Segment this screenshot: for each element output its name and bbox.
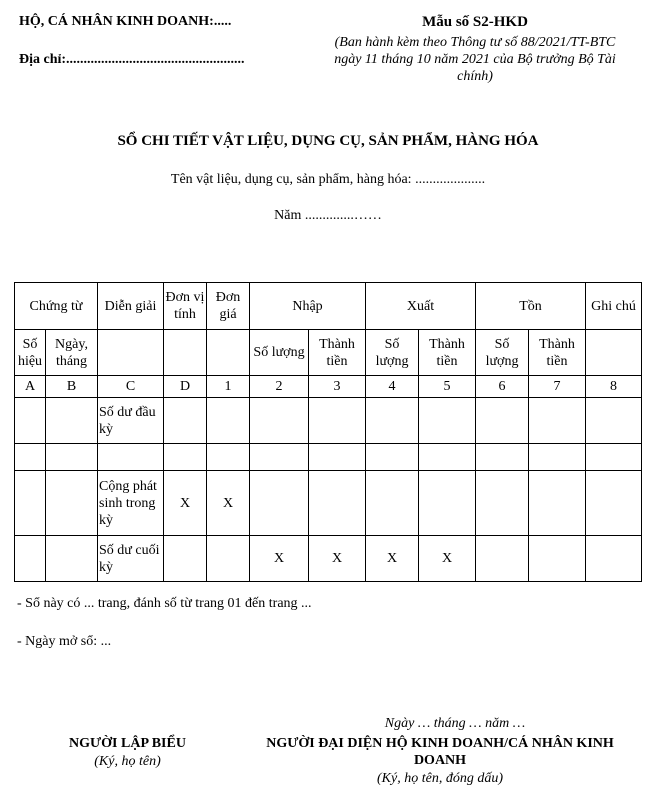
header-ton: Tồn xyxy=(476,283,586,330)
code-cell: 5 xyxy=(419,376,476,398)
code-cell: A xyxy=(15,376,46,398)
code-cell: B xyxy=(46,376,98,398)
header-row-2 xyxy=(15,330,642,376)
header-chung-tu: Chứng từ xyxy=(15,283,98,330)
page-title: SỔ CHI TIẾT VẬT LIỆU, DỤNG CỤ, SẢN PHẨM, HÀNG HÓA xyxy=(117,133,539,149)
code-cell: 3 xyxy=(309,376,366,398)
header-ghi-chu: Ghi chú xyxy=(586,283,642,330)
address-label: Địa chỉ:................................................... xyxy=(19,52,245,67)
representative-note: (Ký, họ tên, đóng dấu) xyxy=(377,771,503,786)
x-mark: X xyxy=(164,471,207,536)
x-mark: X xyxy=(366,536,419,582)
code-cell: C xyxy=(98,376,164,398)
period-total-label: Cộng phát sinh trong kỳ xyxy=(98,471,164,536)
business-name-label: HỘ, CÁ NHÂN KINH DOANH:..... xyxy=(19,14,232,29)
opening-balance-label: Số dư đầu kỳ xyxy=(98,398,164,444)
code-cell: 2 xyxy=(250,376,309,398)
form-code: Mẫu số S2-HKD xyxy=(422,14,528,30)
code-cell: 4 xyxy=(366,376,419,398)
item-name-line: Tên vật liệu, dụng cụ, sản phẩm, hàng hóa: .................... xyxy=(170,172,486,187)
header-ngay-thang: Ngày, tháng xyxy=(46,330,98,376)
code-cell: 8 xyxy=(586,376,642,398)
header-xuat: Xuất xyxy=(366,283,476,330)
column-code-row xyxy=(15,376,642,398)
row-period-total xyxy=(15,471,642,536)
header-row-1 xyxy=(15,283,642,330)
ledger-table xyxy=(14,282,642,582)
header-nhap: Nhập xyxy=(250,283,366,330)
representative-title-line-1: NGƯỜI ĐẠI DIỆN HỘ KINH DOANH/CÁ NHÂN KINH xyxy=(266,736,614,751)
representative-title-line-2: DOANH xyxy=(413,753,467,768)
x-mark: X xyxy=(250,536,309,582)
form-note-line-2: ngày 11 tháng 10 năm 2021 của Bộ trưởng Bộ Tài xyxy=(334,52,616,67)
row-closing-balance xyxy=(15,536,642,582)
row-opening-balance xyxy=(15,398,642,444)
x-mark: X xyxy=(207,471,250,536)
empty-cell xyxy=(98,330,164,376)
form-note-line-1: (Ban hành kèm theo Thông tư số 88/2021/TT-BTC xyxy=(334,35,616,50)
header-dien-giai: Diễn giải xyxy=(98,283,164,330)
x-mark: X xyxy=(419,536,476,582)
x-mark: X xyxy=(309,536,366,582)
empty-cell xyxy=(586,330,642,376)
preparer-title: NGƯỜI LẬP BIỂU xyxy=(69,736,186,751)
code-cell: 7 xyxy=(529,376,586,398)
signature-date-line: Ngày … tháng … năm … xyxy=(384,716,526,731)
header-thanh-tien-ton: Thành tiền xyxy=(529,330,586,376)
pages-note: - Sổ này có ... trang, đánh số từ trang 01 đến trang ... xyxy=(17,596,312,611)
empty-cell xyxy=(164,330,207,376)
header-so-luong-nhap: Số lượng xyxy=(250,330,309,376)
header-thanh-tien-nhap: Thành tiền xyxy=(309,330,366,376)
empty-cell xyxy=(207,330,250,376)
header-so-luong-xuat: Số lượng xyxy=(366,330,419,376)
closing-balance-label: Số dư cuối kỳ xyxy=(98,536,164,582)
form-note-line-3: chính) xyxy=(457,69,493,84)
opening-date-note: - Ngày mở sổ: ... xyxy=(17,634,112,649)
header-don-gia: Đơn giá xyxy=(207,283,250,330)
code-cell: 1 xyxy=(207,376,250,398)
row-blank xyxy=(15,444,642,471)
header-so-luong-ton: Số lượng xyxy=(476,330,529,376)
year-line: Năm ..............…… xyxy=(274,208,382,223)
header-don-vi-tinh: Đơn vị tính xyxy=(164,283,207,330)
code-cell: D xyxy=(164,376,207,398)
preparer-note: (Ký, họ tên) xyxy=(94,754,161,769)
header-thanh-tien-xuat: Thành tiền xyxy=(419,330,476,376)
code-cell: 6 xyxy=(476,376,529,398)
header-so-hieu: Số hiệu xyxy=(15,330,46,376)
